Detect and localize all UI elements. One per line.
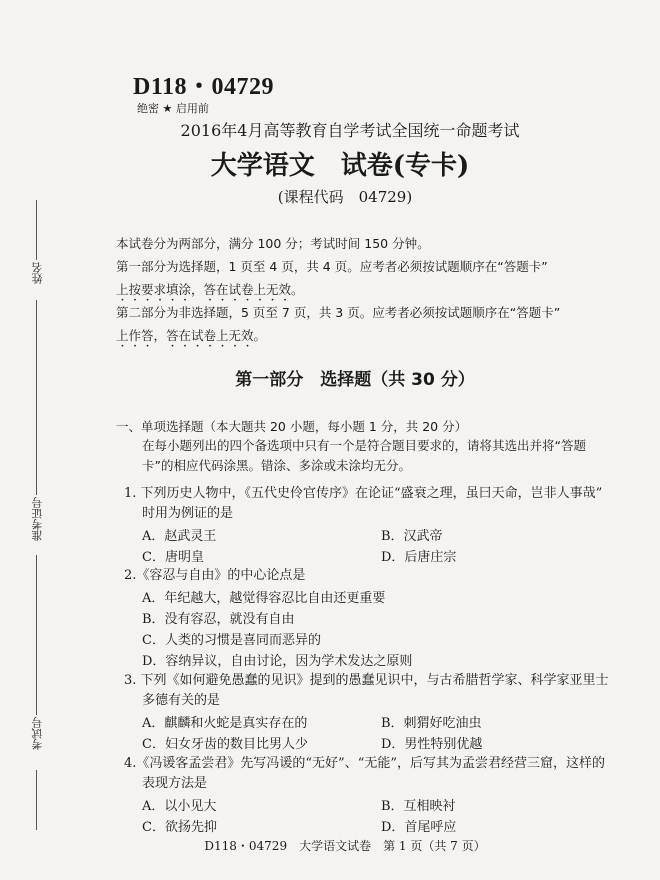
option-c: C．欲扬先抑: [142, 820, 217, 835]
question-stem: 表现方法是: [142, 776, 208, 791]
option-c: C．唐明皇: [142, 550, 204, 565]
page-footer: D118・04729 大学语文试卷 第 1 页（共 7 页）: [204, 839, 486, 853]
option-d: D．首尾呼应: [381, 820, 457, 835]
part-title: 第一部分 选择题（共 30 分）: [235, 370, 475, 390]
binding-line: [36, 770, 37, 830]
intro-line: 第二部分为非选择题，5 页至 7 页，共 3 页。应考者必须按试题顺序在“答题卡”: [116, 305, 561, 320]
paper-code: D118・04729: [133, 74, 275, 100]
option-b: B．没有容忍，就没有自由: [142, 612, 295, 627]
option-b: B．互相映衬: [381, 799, 456, 814]
option-d: D．容纳异议，自由讨论，因为学术发达之原则: [142, 654, 413, 669]
option-a: A．麒麟和火蛇是真实存在的: [142, 716, 308, 731]
option-d: D．后唐庄宗: [381, 550, 457, 565]
option-c: C．妇女牙齿的数目比男人少: [142, 737, 308, 752]
section-instruction: 在每小题列出的四个备选项中只有一个是符合题目要求的，请将其选出并将“答题卡”的相应代码涂黑。错涂、多涂或未涂均无分。: [142, 438, 586, 473]
option-a: A．以小见大: [142, 799, 217, 814]
intro-line: 第一部分为选择题，1 页至 4 页，共 4 页。应考者必须按试题顺序在“答题卡”: [116, 259, 548, 274]
option-d: D．男性特别优越: [381, 737, 483, 752]
question-stem: 3. 下列《如何避免愚蠢的见识》提到的愚蠢见识中，与古希腊哲学家、科学家亚里士: [124, 673, 609, 688]
course-code: (课程代码 04729): [277, 188, 413, 206]
paper-title: 大学语文 试卷(专卡): [210, 151, 470, 181]
binding-line: [36, 555, 37, 715]
section-heading: 一、单项选择题（本大题共 20 小题，每小题 1 分，共 20 分）: [116, 419, 468, 434]
option-a: A．赵武灵王: [142, 529, 217, 544]
option-b: B．刺猬好吃油虫: [381, 716, 482, 731]
question-stem: 2.《容忍与自由》的中心论点是: [124, 568, 306, 583]
option-c: C．人类的习惯是喜同而恶异的: [142, 633, 321, 648]
exam-room-label: 考试号: [31, 717, 44, 750]
intro-line: 本试卷分为两部分，满分 100 分；考试时间 150 分钟。: [116, 236, 430, 251]
binding-line: [36, 300, 37, 495]
binding-line: [36, 200, 37, 260]
question-stem: 4.《冯谖客孟尝君》先写冯谖的“无好”、“无能”，后写其为孟尝君经营三窟，这样的: [124, 756, 605, 771]
question-stem: 1. 下列历史人物中，《五代史伶官传序》在论证“盛衰之理，虽曰天命，岂非人事哉”: [124, 486, 603, 501]
name-label: 姓名: [31, 262, 44, 284]
exam-title: 2016年4月高等教育自学考试全国统一命题考试: [180, 121, 520, 140]
admission-number-label: 准考证号: [31, 497, 44, 541]
intro-line: 上作答，答在试卷上无效。: [116, 328, 267, 343]
question-stem: 多德有关的是: [142, 693, 221, 708]
option-a: A．年纪越大，越觉得容忍比自由还更重要: [142, 591, 386, 606]
confidential-label: 绝密 ★ 启用前: [137, 102, 209, 115]
intro-line: 上按要求填涂，答在试卷上无效。: [116, 282, 304, 297]
option-b: B．汉武帝: [381, 529, 443, 544]
question-stem: 时用为例证的是: [142, 506, 234, 521]
